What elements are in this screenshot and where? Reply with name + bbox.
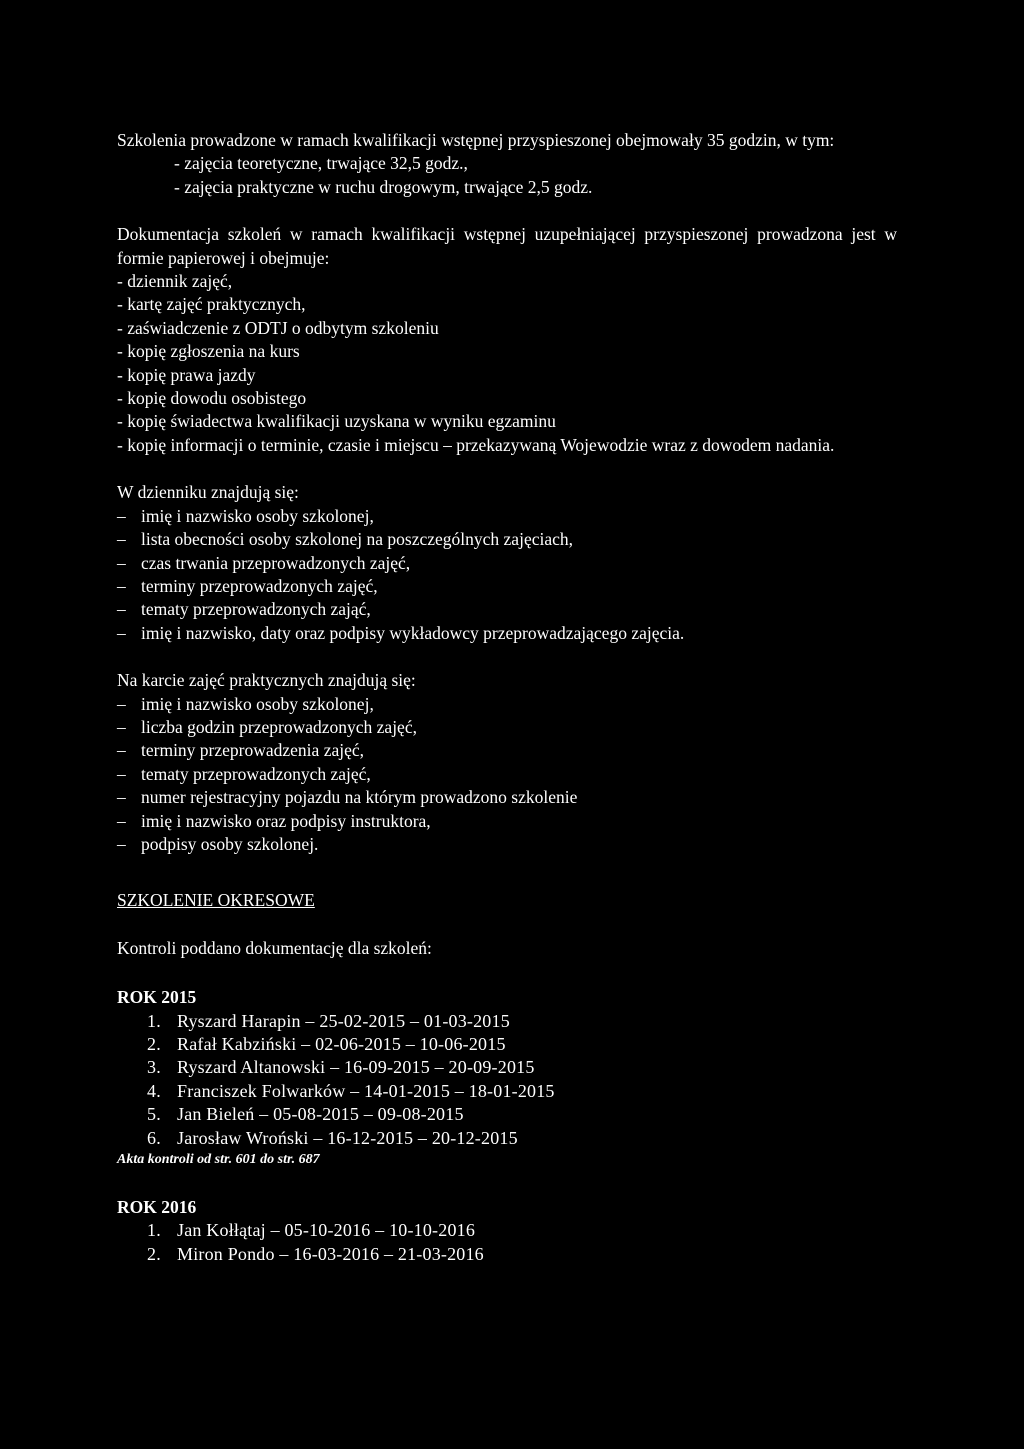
list-item-text: lista obecności osoby szkolonej na poszczególnych zajęciach,	[141, 529, 573, 550]
list-item: - kopię świadectwa kwalifikacji uzyskana w wyniku egzaminu	[117, 411, 556, 432]
list-item-text: Ryszard Altanowski – 16-09-2015 – 20-09-2015	[177, 1057, 535, 1078]
year-heading-2015: ROK 2015	[117, 987, 197, 1008]
periodic-intro: Kontroli poddano dokumentację dla szkoleń:	[117, 937, 432, 958]
dash-marker: –	[117, 740, 126, 761]
list-item: - zajęcia teoretyczne, trwające 32,5 godz.,	[174, 153, 468, 174]
list-item	[117, 1010, 897, 1033]
year-2016-list	[117, 1219, 897, 1266]
documentation-list	[117, 270, 897, 457]
dash-marker: –	[117, 552, 126, 573]
list-item	[117, 622, 897, 645]
dash-marker: –	[117, 763, 126, 784]
card-title: Na karcie zajęć praktycznych znajdują się:	[117, 670, 416, 691]
dash-marker: –	[117, 787, 126, 808]
list-item	[117, 1219, 897, 1242]
list-item	[117, 575, 897, 598]
list-item-text: Miron Pondo – 16-03-2016 – 21-03-2016	[177, 1243, 484, 1264]
section-heading: SZKOLENIE OKRESOWE	[117, 890, 315, 911]
diary-list	[117, 505, 897, 645]
list-item	[117, 1056, 897, 1079]
list-item-text: Jan Bieleń – 05-08-2015 – 09-08-2015	[177, 1104, 464, 1125]
year-heading-2016: ROK 2016	[117, 1197, 197, 1218]
dash-marker: –	[117, 622, 126, 643]
diary-title: W dzienniku znajdują się:	[117, 482, 299, 503]
list-item	[117, 1103, 897, 1126]
list-item	[117, 1033, 897, 1056]
list-item	[117, 598, 897, 621]
list-item-text: podpisy osoby szkolonej.	[141, 833, 319, 854]
list-item	[117, 763, 897, 786]
list-number: 6.	[147, 1127, 161, 1148]
list-number: 3.	[147, 1057, 161, 1078]
list-item	[117, 739, 897, 762]
list-item-text: Jarosław Wroński – 16-12-2015 – 20-12-2015	[177, 1127, 518, 1148]
list-item	[117, 1080, 897, 1103]
list-item-text: imię i nazwisko osoby szkolonej,	[141, 505, 374, 526]
list-item-text: terminy przeprowadzenia zajęć,	[141, 740, 364, 761]
list-item	[117, 716, 897, 739]
year-2015-list	[117, 1010, 897, 1150]
document-page	[117, 129, 897, 1266]
files-note: Akta kontroli od str. 601 do str. 687	[117, 1152, 320, 1168]
list-item	[117, 833, 897, 856]
dash-marker: –	[117, 599, 126, 620]
list-item-text: Jan Kołłątaj – 05-10-2016 – 10-10-2016	[177, 1220, 476, 1241]
list-item: - kopię dowodu osobistego	[117, 388, 307, 409]
dash-marker: –	[117, 505, 126, 526]
list-item-text: czas trwania przeprowadzonych zajęć,	[141, 552, 411, 573]
intro-paragraph: Szkolenia prowadzone w ramach kwalifikacji wstępnej przyspieszonej obejmowały 35 godzin, w tym:	[117, 130, 835, 150]
dash-marker: –	[117, 529, 126, 550]
list-number: 1.	[147, 1220, 161, 1241]
dash-marker: –	[117, 833, 126, 854]
list-item	[117, 693, 897, 716]
list-number: 2.	[147, 1243, 161, 1264]
list-item-text: imię i nazwisko oraz podpisy instruktora,	[141, 810, 431, 831]
list-number: 4.	[147, 1080, 161, 1101]
list-item-text: Ryszard Harapin – 25-02-2015 – 01-03-2015	[177, 1010, 510, 1031]
dash-marker: –	[117, 693, 126, 714]
intro-list	[117, 152, 897, 199]
list-item	[117, 786, 897, 809]
list-item: - kopię prawa jazdy	[117, 364, 256, 385]
list-item: - kopię zgłoszenia na kurs	[117, 341, 300, 362]
dash-marker: –	[117, 575, 126, 596]
list-number: 2.	[147, 1034, 161, 1054]
list-item-text: liczba godzin przeprowadzonych zajęć,	[141, 716, 417, 737]
list-item-text: tematy przeprowadzonych zająć,	[141, 599, 371, 620]
documentation-paragraph: Dokumentacja szkoleń w ramach kwalifikacji wstępnej uzupełniającej przyspieszonej prowadzona jest w formie papierowej i obejmuje:	[117, 224, 897, 268]
list-item: - kartę zajęć praktycznych,	[117, 294, 306, 315]
list-item	[117, 1127, 897, 1150]
list-item-text: numer rejestracyjny pojazdu na którym prowadzono szkolenie	[141, 787, 578, 808]
list-item-text: imię i nazwisko, daty oraz podpisy wykładowcy przeprowadzającego zajęcia.	[141, 622, 685, 643]
list-item	[117, 528, 897, 551]
list-item-text: imię i nazwisko osoby szkolonej,	[141, 693, 374, 714]
list-item: - dziennik zajęć,	[117, 271, 233, 292]
list-number: 5.	[147, 1104, 161, 1125]
list-number: 1.	[147, 1010, 161, 1031]
list-item-text: tematy przeprowadzonych zajęć,	[141, 763, 371, 784]
list-item: - zaświadczenie z ODTJ o odbytym szkoleniu	[117, 317, 439, 338]
list-item	[117, 505, 897, 528]
list-item-text: Franciszek Folwarków – 14-01-2015 – 18-01-2015	[177, 1080, 555, 1101]
list-item: - zajęcia praktyczne w ruchu drogowym, trwające 2,5 godz.	[174, 176, 593, 197]
list-item	[117, 552, 897, 575]
list-item-text: terminy przeprowadzonych zajęć,	[141, 575, 378, 596]
list-item: - kopię informacji o terminie, czasie i miejscu – przekazywaną Wojewodzie wraz z dowodem nadania.	[117, 434, 835, 455]
card-list	[117, 693, 897, 857]
dash-marker: –	[117, 810, 126, 831]
list-item	[117, 1243, 897, 1266]
dash-marker: –	[117, 716, 126, 737]
list-item-text: Rafał Kabziński – 02-06-2015 – 10-06-2015	[177, 1034, 506, 1054]
list-item	[117, 810, 897, 833]
